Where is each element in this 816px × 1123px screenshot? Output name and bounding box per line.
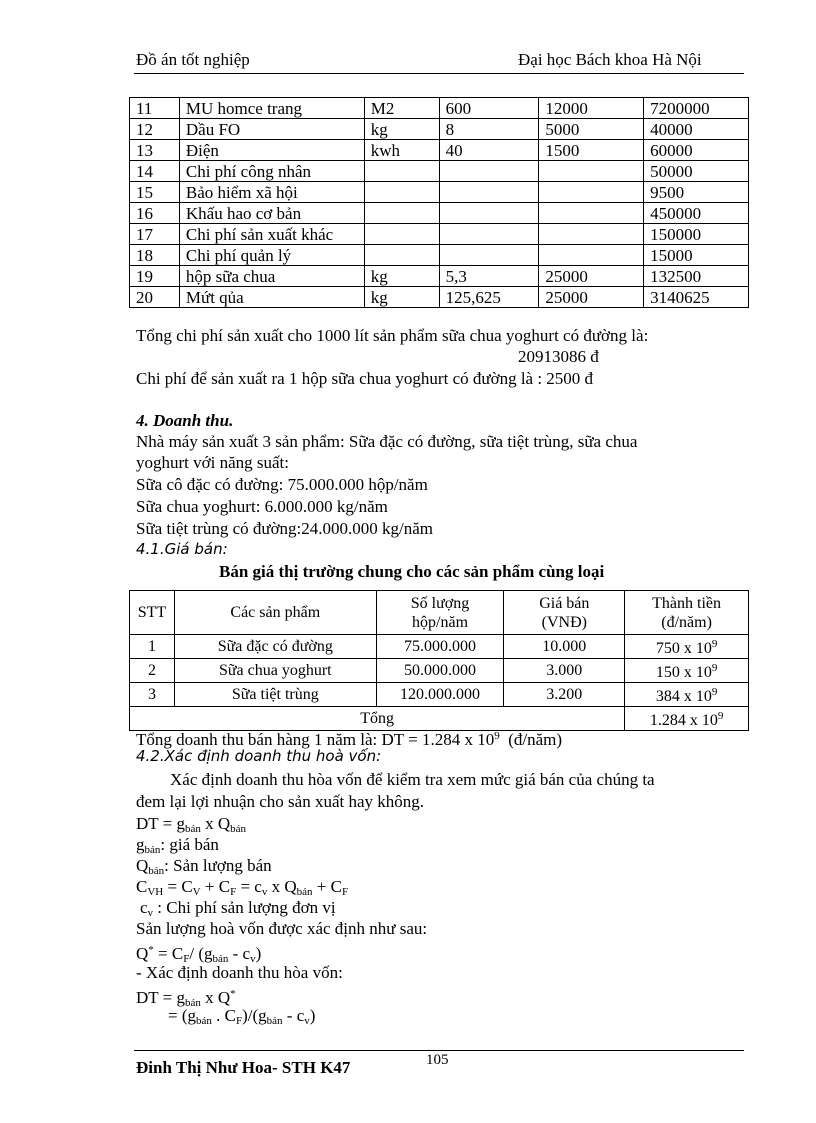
cost-cell-amount: 132500 (644, 266, 749, 287)
cost-cell-quantity (439, 203, 539, 224)
cost-cell-item-name: hộp sữa chua (179, 266, 364, 287)
table-row (130, 182, 749, 203)
cost-cell-item-name: MU homce trang (179, 98, 364, 119)
cost-cell-row-number: 15 (130, 182, 180, 203)
table-total-row: Tổng 1.284 x $10^9$ (130, 707, 749, 731)
total-cost-value: 20913086 đ (518, 347, 599, 366)
cost-cell-item-name: Mứt qủa (179, 287, 364, 308)
cost-cell-amount: 7200000 (644, 98, 749, 119)
cost-cell-item-name: Chi phí công nhân (179, 161, 364, 182)
cost-cell-quantity (439, 224, 539, 245)
cost-cell-quantity (439, 245, 539, 266)
cost-cell-unit (364, 182, 439, 203)
cost-cell-row-number: 17 (130, 224, 180, 245)
subsection-4-2: 4.2.Xác định doanh thu hoà vốn: (136, 747, 382, 765)
header-stt: STT (130, 591, 175, 635)
subsection-4-1: 4.1.Giá bán: (136, 540, 228, 558)
table-row (130, 287, 749, 308)
cost-cell-quantity: 125,625 (439, 287, 539, 308)
cost-cell-quantity (439, 182, 539, 203)
cost-table (129, 97, 749, 308)
header-product: Các sản phẩm (174, 591, 376, 635)
cost-cell-row-number: 14 (130, 161, 180, 182)
cost-cell-item-name: Điện (179, 140, 364, 161)
header-qty: Số lượng hộp/năm (376, 591, 504, 635)
cost-cell-amount: 9500 (644, 182, 749, 203)
cost-cell-unit (364, 161, 439, 182)
cost-cell-amount: 15000 (644, 245, 749, 266)
product-capacity-2: Sữa chua yoghurt: 6.000.000 kg/năm (136, 497, 388, 516)
cost-cell-unit: kg (364, 119, 439, 140)
cost-cell-amount: 40000 (644, 119, 749, 140)
table-row (130, 224, 749, 245)
section-4-title: 4. Doanh thu. (136, 411, 234, 430)
cost-cell-row-number: 16 (130, 203, 180, 224)
cost-cell-unit-price (539, 161, 644, 182)
cost-cell-row-number: 13 (130, 140, 180, 161)
total-revenue-line: Tổng doanh thu bán hàng 1 năm là: DT = 1.284 x $10^9$ (đ/năm) (136, 730, 563, 749)
cost-cell-unit-price (539, 224, 644, 245)
cost-cell-quantity: 8 (439, 119, 539, 140)
cost-cell-unit-price: 5000 (539, 119, 644, 140)
table-row: 1 Sữa đặc có đường 75.000.000 10.000 750 x $10^9$ (130, 635, 749, 659)
cost-cell-row-number: 20 (130, 287, 180, 308)
cost-cell-unit-price: 12000 (539, 98, 644, 119)
cost-cell-amount: 450000 (644, 203, 749, 224)
plant-line-2: yoghurt với năng suất: (136, 453, 289, 472)
cost-cell-amount: 60000 (644, 140, 749, 161)
cost-cell-quantity (439, 161, 539, 182)
header-total: Thành tiền (đ/năm) (625, 591, 749, 635)
cost-cell-unit: kg (364, 266, 439, 287)
plant-line-1: Nhà máy sản xuất 3 sản phẩm: Sữa đặc có đường, sữa tiệt trùng, sữa chua (136, 432, 638, 451)
cost-cell-item-name: Chi phí quản lý (179, 245, 364, 266)
product-capacity-3: Sữa tiệt trùng có đường:24.000.000 kg/năm (136, 519, 434, 538)
cost-cell-row-number: 12 (130, 119, 180, 140)
cost-cell-item-name: Chi phí sản xuất khác (179, 224, 364, 245)
cost-cell-item-name: Khấu hao cơ bản (179, 203, 364, 224)
table-row: 2 Sữa chua yoghurt 50.000.000 3.000 150 x $10^9$ (130, 659, 749, 683)
cost-cell-unit-price (539, 203, 644, 224)
cost-cell-quantity: 40 (439, 140, 539, 161)
def-gban: $g_{bán}$: giá bán (136, 835, 219, 856)
cost-cell-amount: 3140625 (644, 287, 749, 308)
table-row (130, 140, 749, 161)
sale-table-title: Bán giá thị trường chung cho các sản phẩm cùng loại (219, 562, 605, 581)
cost-cell-unit-price: 25000 (539, 266, 644, 287)
breakeven-intro: Sản lượng hoà vốn được xác định như sau: (136, 919, 428, 938)
footer-author: Đinh Thị Như Hoa- STH K47 (136, 1058, 351, 1077)
header-right: Đại học Bách khoa Hà Nội (518, 50, 702, 69)
breakeven-para-2: đem lại lợi nhuận cho sản xuất hay không. (136, 792, 425, 811)
cost-cell-item-name: Dầu FO (179, 119, 364, 140)
formula-dt: DT = $g_{bán}$ x $Q_{bán}$ (136, 814, 247, 835)
table-row (130, 119, 749, 140)
cost-cell-amount: 150000 (644, 224, 749, 245)
cost-cell-unit-price: 1500 (539, 140, 644, 161)
cost-cell-unit: kg (364, 287, 439, 308)
table-row (130, 203, 749, 224)
formula-cvh: $C_{VH} = C_V + C_F = c_v$ x $Q_{bán} + C_F$ (136, 877, 349, 898)
cost-cell-unit (364, 245, 439, 266)
table-row (130, 161, 749, 182)
dt-breakeven-heading: - Xác định doanh thu hòa vốn: (136, 963, 343, 982)
cost-cell-row-number: 19 (130, 266, 180, 287)
cost-cell-row-number: 11 (130, 98, 180, 119)
table-row (130, 245, 749, 266)
formula-dt-qstar: DT = $g_{bán}$ x Q* (136, 988, 236, 1009)
cost-cell-quantity: 600 (439, 98, 539, 119)
cost-cell-unit: kwh (364, 140, 439, 161)
sale-table (129, 590, 749, 731)
cost-cell-unit-price (539, 245, 644, 266)
unit-cost-text: Chi phí để sản xuất ra 1 hộp sữa chua yoghurt có đường là : 2500 đ (136, 369, 594, 388)
formula-dt-expanded: = ($g_{bán}$ . $C_F)/(g_{bán} - c_v)$ (168, 1006, 316, 1027)
formula-qstar: $Q^* = C_F/$ $(g_{bán} - c_v)$ (136, 944, 262, 965)
cost-cell-unit: M2 (364, 98, 439, 119)
cost-cell-item-name: Bảo hiểm xã hội (179, 182, 364, 203)
def-qban: $Q_{bán}$: Sản lượng bán (136, 856, 272, 877)
cost-cell-unit (364, 224, 439, 245)
table-row: 3 Sữa tiệt trùng 120.000.000 3.200 384 x $10^9$ (130, 683, 749, 707)
product-capacity-1: Sữa cô đặc có đường: 75.000.000 hộp/năm (136, 475, 428, 494)
footer-rule (134, 1050, 744, 1051)
cost-cell-unit-price: 25000 (539, 287, 644, 308)
cost-cell-unit (364, 203, 439, 224)
header-price: Giá bán (VNĐ) (504, 591, 625, 635)
page-number: 105 (426, 1052, 449, 1068)
cost-cell-row-number: 18 (130, 245, 180, 266)
breakeven-para-1: Xác định doanh thu hòa vốn để kiểm tra xem mức giá bán của chúng ta (170, 770, 655, 789)
table-row (130, 98, 749, 119)
table-row (130, 266, 749, 287)
total-cost-text: Tổng chi phí sản xuất cho 1000 lít sản phẩm sữa chua yoghurt có đường là: (136, 326, 649, 345)
cost-cell-quantity: 5,3 (439, 266, 539, 287)
header-rule (134, 73, 744, 74)
cost-cell-amount: 50000 (644, 161, 749, 182)
header-left: Đồ án tốt nghiệp (136, 50, 250, 69)
cost-cell-unit-price (539, 182, 644, 203)
def-cv: $c_v$ : Chi phí sản lượng đơn vị (140, 898, 336, 919)
